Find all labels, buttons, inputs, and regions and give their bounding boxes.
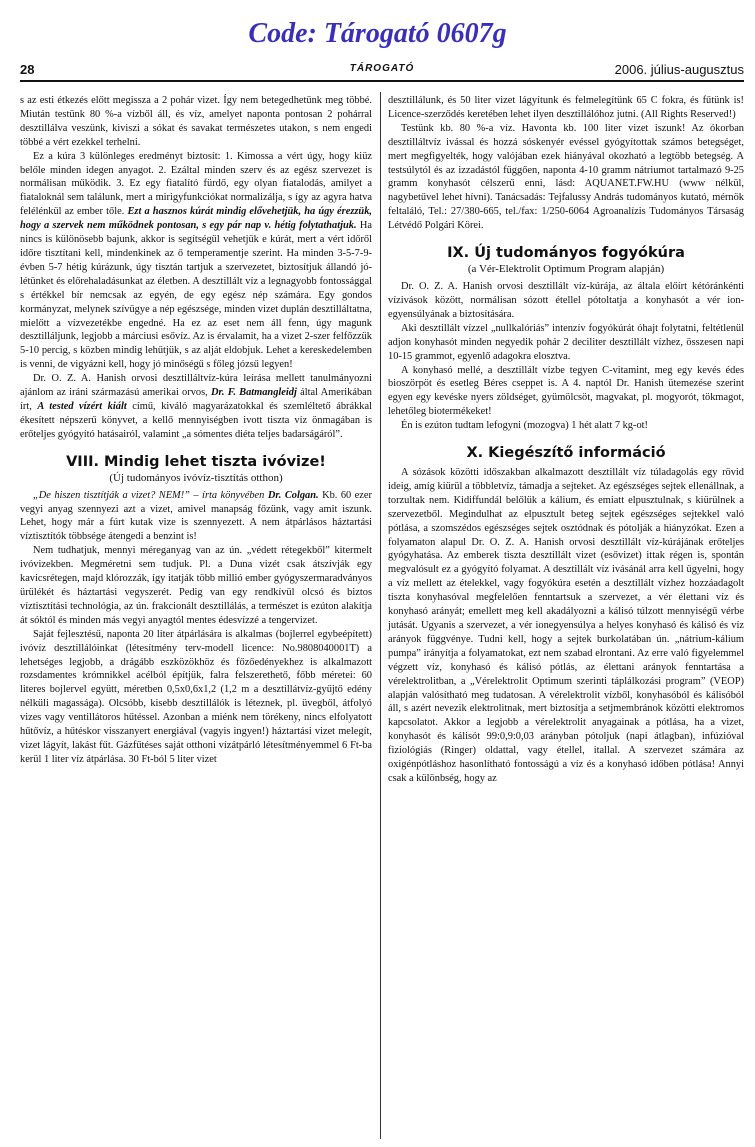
- page-header: [20, 60, 744, 82]
- paragraph: Aki desztillált vízzel „nullkalóriás” intenzív fogyókúrát óhajt folytatni, feltétlenül adjon konyhasót minden negyedik pohár 2 deciliter desztillált vízhez, összesen napi 10-15 grammot, egyenlő adagokra elosztva.: [388, 322, 744, 362]
- section-title: X. Kiegészítő információ: [466, 445, 666, 462]
- paragraph: Én is ezúton tudtam lefogyni (mozogva) 1 hét alatt 7 kg-ot!: [401, 420, 649, 432]
- code-label: Code: Tárogató 0607g: [248, 18, 507, 49]
- paragraph: A konyhasó mellé, a desztillált vízbe tegyen C-vitamint, meg egy kevés édes bioszörpöt és esetleg Béres cseppet is. A 4. naptól Dr. Hanish ütemezése szerint egyen egy kevéske nyers zöldséget, gyümölcsöt, magvakat, pl. mogyorót, tökmagot, lehetőleg biotermékeket!: [388, 364, 744, 418]
- paragraph: Testünk kb. 80 %-a víz. Havonta kb. 100 liter vizet iszunk! Az ókorban desztilláltvíz ivással és hozzá sóskenyér evéssel gyógyítottak számos betegséget, mert megfigyelték, hogy valójában ezek hiányával okozható a legtöbb betegség. A testsúlytól és az izzadástól függően, naponta 4-10 gramm nátriumot tartalmazó 9-25 gramm konyhasót célszerű enni, lásd: AQUANET.FW.HU (www nélkül, nagybetűvel lehet hívni). Tanácsadás: Tejfalussy András tudományos kutató, mérnök feltaláló, Tel.: 27/380-665, tel./fax: 1/250-6064 Agroanalízis Tudományos Társaság Létvédő Polgári Körei.: [388, 122, 744, 232]
- section-title: IX. Új tudományos fogyókúra: [447, 245, 685, 262]
- section-subtitle: (a Vér-Elektrolit Optimum Program alapján): [467, 263, 665, 276]
- section-title: VIII. Mindig lehet tiszta ivóvize!: [66, 453, 326, 470]
- section-subtitle: (Új tudományos ivóvíz-tisztítás otthon): [109, 471, 283, 484]
- masthead: TÁROGATÓ: [349, 63, 415, 74]
- paragraph: Ez a kúra 3 különleges eredményt biztosít: 1. Kimossa a vért úgy, hogy kiüz belőle minden idegen anyagot. 2. Ezáltal minden szerv és az egész szervezet is normálisan működik. 3. Ez egy fiatalító fürdő, egy olyan fiatalodás, amilyet a fiataloknál sem találunk, mert a mirigyfunkciókat normalizálja, s így az agyra hatva felélénkül az ember tőle. Ezt a hasznos kúrát mindig elővehetjük, ha úgy érezzük, hogy a szervek nem működnek pontosan, s egy pár nap v. hétig folytathatjuk. Ha nincs is különösebb bajunk, akkor is segítségül vehetjük e kúrát, mert a vért időről időre tisztítani kell, mindenkinek az ő temperamentje szerint. Ha minden 3-5-7-9- évben 5-7 hétig kúrázunk, úgy tisztán tartjuk a szervezetet, biztosítjuk állandó jó-létünket és előrehaladásunkat az életben. A desztillált víz a legnagyobb fontossággal s értékkel bír nemcsak az egyén, de egy egész nép számára. Egy gondos kormányzat, melynek szívügye a nép egészsége, minden vizet duplán desztilláltatna, mielőtt a vízvezetékbe engedné. Ha ez az eset nem áll fenn, úgy magunk desztilláljunk, legjobb a márciusi esővíz. Az is érvalamit, ha a vizet 2-szer felfőzzük 5-10 percig, s közben mindig lehűtjük, s az alját eldobjuk. Lehet a kereskedelemben is venni, de vigyázni kell, hogy jó minőségű s főleg józsű legyen!: [20, 150, 372, 371]
- paragraph: Dr. O. Z. A. Hanish orvosi desztilláltvíz-kúra leírása mellett tanulmányozni ajánlom az iráni származású amerikai orvos, Dr. F. Batmangleidj által Amerikában írt, A tested vízért kiált című, kiváló magyarázatokkal és szemléltető ábrákkal ékesített népszerű könyvet, a kellő mennyiségben ivott tiszta víz önmagában is erőteljes gyógyító hatásairól, valamint „a sómentes diéta teljes badarságáról”.: [20, 373, 372, 440]
- issue-date: 2006. július-augusztus: [614, 62, 744, 77]
- paragraph: „De hiszen tisztítják a vizet? NEM!” – írta könyvében Dr. Colgan. Kb. 60 ezer vegyi anyag szennyezi azt a vizet, amivel manapság főzünk, vagy amit iszunk. Lehet, hogy már a fúrt kutak vize is szennyezett. A nem átpárlásos háztartási víztisztítók többsége átengedi a benzint is!: [20, 489, 372, 543]
- column-divider: [380, 92, 381, 1139]
- page-number: 28: [20, 62, 35, 77]
- left-column: [20, 94, 372, 767]
- paragraph: A sózások közötti időszakban alkalmazott desztillált víz túladagolás egy rövid ideig, amíg kiürül a többletvíz, támadja a sejteket. Az egészséges sejtek ellenállnak, a torzultak nem. Kidiffundál belőlük a kálium, és emiatt elpusztulnak, s kiürülnek a szervezetből. Megindulhat az elpusztult beteg sejtek egészséges sejtekkel való pótlása, a szomszédos egészséges sejtek osztódnak és pótolják a hiányzókat. Ezen a folyamaton alapul Dr. O. Z. A. Hanish orvosi desztillált víz-kúrájának erőteljes gyógyhatása. Az emberek tiszta desztillált vizet (esővizet) ittak régen is, spontán megvalósult ez a gyógyító folyamat. A desztillált víz ivásánál arra kell ügyelni, hogy a víz mellett az ételekkel, vagy fogyókúra esetén a desztillált vízhez hozzáadagolt tiszta konyhasóval megfelelően fenntartsuk a szervezet, a vér élettani víz és konyhasó arányát; emellett meg kell akadályozni a kálisó túlzott mennyiségű vérbe jutását. Ugyanis a szervezet, a vér ionegyensúlya a helyes konyhasó és kálisó és víz arányok függvénye. Tudni kell, hogy a sejtek burkolatában ún. „nátrium-kálium pumpa” irányítja a folyamatokat, ezt nem szabad elrontani. Az erre való figyelemmel végzett víz, konyhasó és kálisó pótlás, az élettani arányok fenntartása a vérelektrolitban, a „Vérelektrolit Optimum szerinti táplálkozási program” (VEOP) alapján valósítható meg tudatosan. A vérelektrolit vízből, konyhasóból és kálisóból áll, s azért nevezik elektrolitnak, mert biztosítja a setjmembránok közötti elektromos kapcsolatot. Akkor a legjobb a vérelektrolit anyagainak a pótlása, ha a vizet, konyhasót és kálisót 99:0,9:0,03 arányban pótoljuk (napi átlagban), infúzióval fiziológiás (Ringer) oldattal, vagy étellel, itallal. A szervezet számára az oxigénpótláshoz hasonlítható fontosságú a víz és a konyhasó időben pótlása! Annyi csak a különbség, hogy az: [388, 467, 744, 784]
- paragraph: s az esti étkezés előtt megissza a 2 pohár vizet. Így nem betegedhetünk meg többé. Miután testünk 80 %-a vízből áll, és víz, amelyet naponta pontosan 2 pohárral desztillálva veszünk, kiviszi a sókat és savakat természetes utakon, s nem engedi többé a vért ezekkel terhelni.: [20, 95, 372, 148]
- section-heading: [388, 245, 744, 276]
- section-heading: [388, 445, 744, 462]
- paragraph: Saját fejlesztésű, naponta 20 liter átpárlására is alkalmas (bojlerrel egybeépített) ivóvíz desztillálóinkat (létesítmény terv-modell licence: No.9808040001T) a lehetséges legjobb, a drágább eszközökhöz és főzőedényekhez is alkalmazott rozsdamentes krómnikkel acélból építjük, falra felszerethető, főbb méretei: 60 literes bojlervel együtt, méretben 0,5x0,6x1,2 (1,2 m a desztillátvíz-gyűjtő edény nélküli magassága). Olcsóbb, kisebb desztillálók is léteznek, pl. üvegből, átfolyó vizes vagy ventillátoros hűtéssel. Azonban a miénk nem törékeny, nincs elfolyatott hűtővíz, a hűtéskor visszanyert energiával (vagyis ingyen!) háztartási vizet melegít, vizet lágyít, lakást fűt. Gázfűtéses saját otthoni vízátpárló létesítményemmel 6 Ft-ba kerül 1 liter víz átpárlása. 30 Ft-ból 5 liter vizet: [20, 628, 372, 765]
- right-column: [388, 94, 744, 786]
- paragraph: Dr. O. Z. A. Hanish orvosi desztillált víz-kúrája, az általa előírt kétóránkénti vízivások között, normálisan sózott étellel pótoltatja a konyhasót a vér ion-egyensúlyának a biztosítására.: [388, 281, 744, 320]
- paragraph: desztillálunk, és 50 liter vizet lágyítunk és felmelegítünk 65 C fokra, és fűtünk is! Licence-szerződés keretében lehet ilyen desztillálóhoz jutni. (All Rights Reserved!): [388, 95, 744, 120]
- section-heading: [20, 454, 372, 485]
- paragraph: Nem tudhatjuk, mennyi méreganyag van az ún. „védett rétegekből” kitermelt ivóvizekben. Megméretni sem tudjuk. Pl. a Duna vizét csak átszívják egy kavicsrétegen, majd klórozzák, így itatják több millió ember gyógyszermaradványos ürülékét és háztartási vegyszerét. Pedig van egy rendkívül olcsó és biztos víztisztítási technológia, az ún. frakcionált desztillálás, a természet is ezúton alakítja át sóktól és minden más vegyi anyagtól mentes édesvízzé a tengervizet.: [20, 545, 372, 626]
